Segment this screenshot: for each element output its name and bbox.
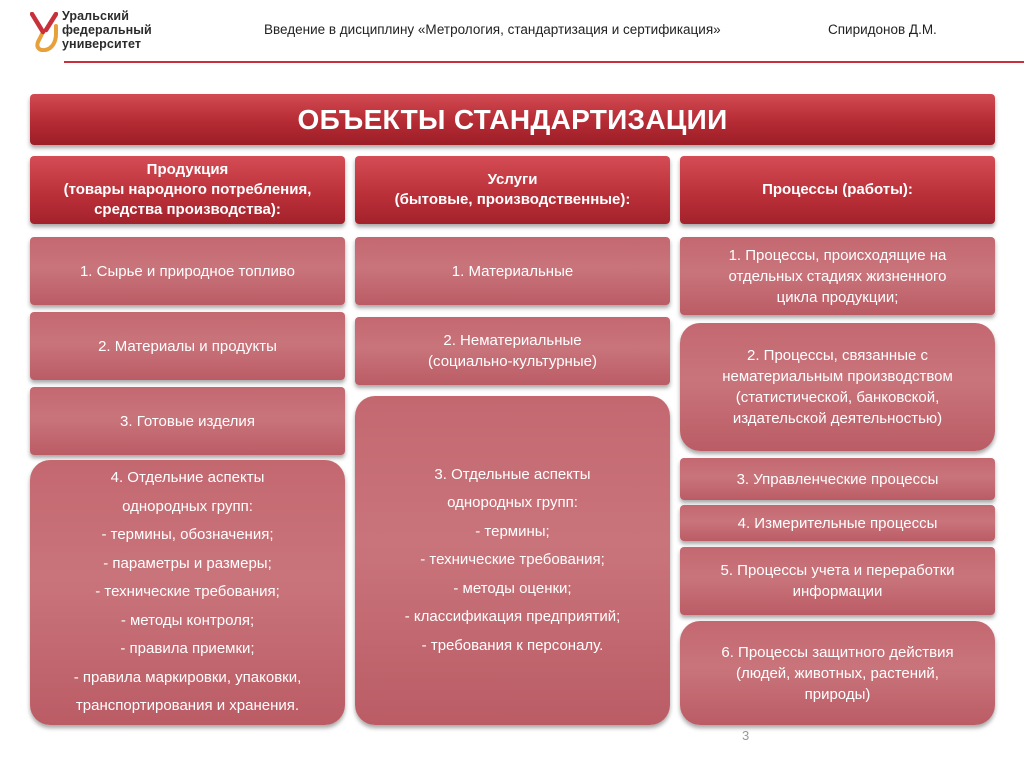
page-number: 3 (742, 728, 750, 743)
processes-item-5: 5. Процессы учета и переработки информации (680, 547, 995, 615)
services-item-3: 3. Отдельные аспекты однородных групп: - термины; - технические требования; - методы оценки; - классификация предприятий; - требования к персоналу. (355, 396, 670, 725)
processes-item-2: 2. Процессы, связанные с нематериальным производством (статистической, банковской, издательской деятельностью) (680, 323, 995, 451)
products-item-2: 2. Материалы и продукты (30, 312, 345, 380)
processes-item-6: 6. Процессы защитного действия (людей, животных, растений, природы) (680, 621, 995, 725)
logo-line: федеральный (62, 23, 152, 37)
course-title: Введение в дисциплину «Метрология, стандартизация и сертификация» (264, 22, 721, 37)
products-item-3: 3. Готовые изделия (30, 387, 345, 455)
processes-item-3: 3. Управленческие процессы (680, 458, 995, 500)
processes-item-1: 1. Процессы, происходящие на отдельных стадиях жизненного цикла продукции; (680, 237, 995, 315)
column-header-products: Продукция (товары народного потребления, средства производства): (30, 156, 345, 224)
logo-line: Уральский (62, 9, 129, 23)
column-header-processes: Процессы (работы): (680, 156, 995, 224)
urfu-logo-icon (30, 12, 58, 52)
processes-item-4: 4. Измерительные процессы (680, 505, 995, 541)
services-item-1: 1. Материальные (355, 237, 670, 305)
slide-title: ОБЪЕКТЫ СТАНДАРТИЗАЦИИ (30, 94, 995, 145)
university-name (62, 9, 152, 51)
services-item-2: 2. Нематериальные (социально-культурные) (355, 317, 670, 385)
author-name: Спиридонов Д.М. (828, 22, 937, 37)
products-item-4: 4. Отдельние аспекты однородных групп: - термины, обозначения; - параметры и размеры; - технические требования; - методы контроля; - правила приемки; - правила маркировки, упаковки, транспортирования и хранения. (30, 460, 345, 725)
logo-line: университет (62, 37, 142, 51)
header-divider (64, 61, 1024, 63)
products-item-1: 1. Сырье и природное топливо (30, 237, 345, 305)
column-header-services: Услуги (бытовые, производственные): (355, 156, 670, 224)
